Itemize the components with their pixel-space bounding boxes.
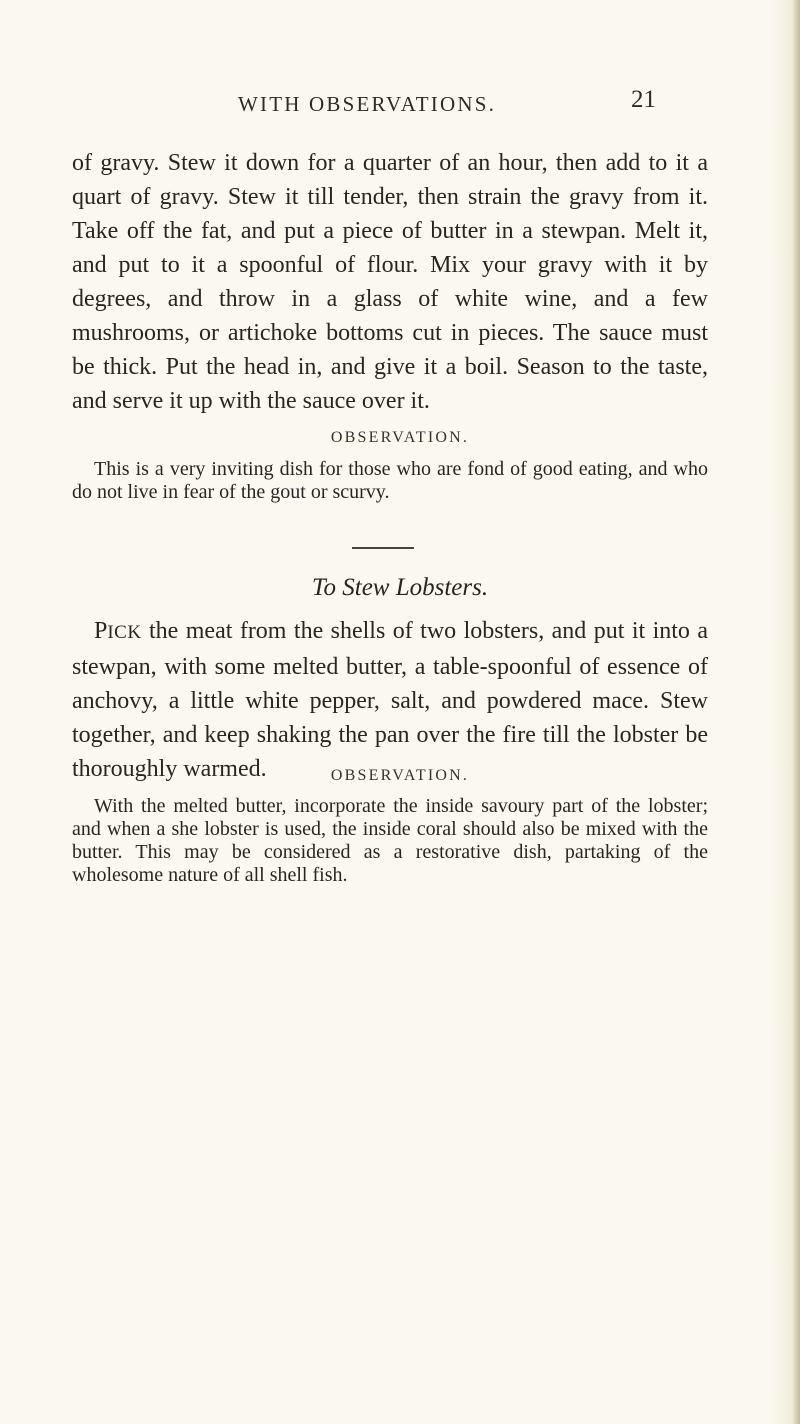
- page-header: [0, 86, 800, 132]
- recipe-paragraph: [72, 614, 708, 786]
- observation-heading-1: OBSERVATION.: [330, 429, 470, 446]
- recipe-small-caps: ICK: [107, 622, 142, 643]
- observation-text-2: With the melted butter, incorporate the inside savoury part of the lobster; and when a she lobster is used, the inside coral should also be mixed with the butter. This may be considered as a restorative dish, partaking of the wholesome nature of all shell fish.: [72, 795, 708, 886]
- observation-heading-2: OBSERVATION.: [330, 767, 470, 784]
- running-head: WITH OBSERVATIONS.: [238, 92, 497, 116]
- page-number: 21: [631, 86, 656, 113]
- observation-text-1: This is a very inviting dish for those who are fond of good eating, and who do not live in fear of the gout or scurvy.: [72, 458, 708, 503]
- page-edge-shadow: [792, 0, 800, 1424]
- recipe-initial-capital: P: [94, 618, 108, 644]
- recipe-continuation-paragraph: of gravy. Stew it down for a quarter of an hour, then add to it a quart of gravy. Stew it till tender, then strain the gravy from it. Take off the fat, and put a piece of butter in a stewpan. Melt it, and put to it a spoonful of flour. Mix your gravy with it by degrees, and throw in a glass of white wine, and a few mushrooms, or artichoke bottoms cut in pieces. The sauce must be thick. Put the head in, and give it a boil. Season to the taste, and serve it up with the sauce over it.: [72, 150, 708, 414]
- recipe-title: To Stew Lobsters.: [311, 574, 489, 601]
- recipe-body-text: the meat from the shells of two lobsters, and put it into a stewpan, with some melted butter, a table-spoonful of essence of anchovy, a little white pepper, salt, and powdered mace. Stew together, and keep shaking the pan over the fire till the lobster be thoroughly warmed.: [72, 618, 708, 782]
- section-divider-rule: [352, 547, 414, 549]
